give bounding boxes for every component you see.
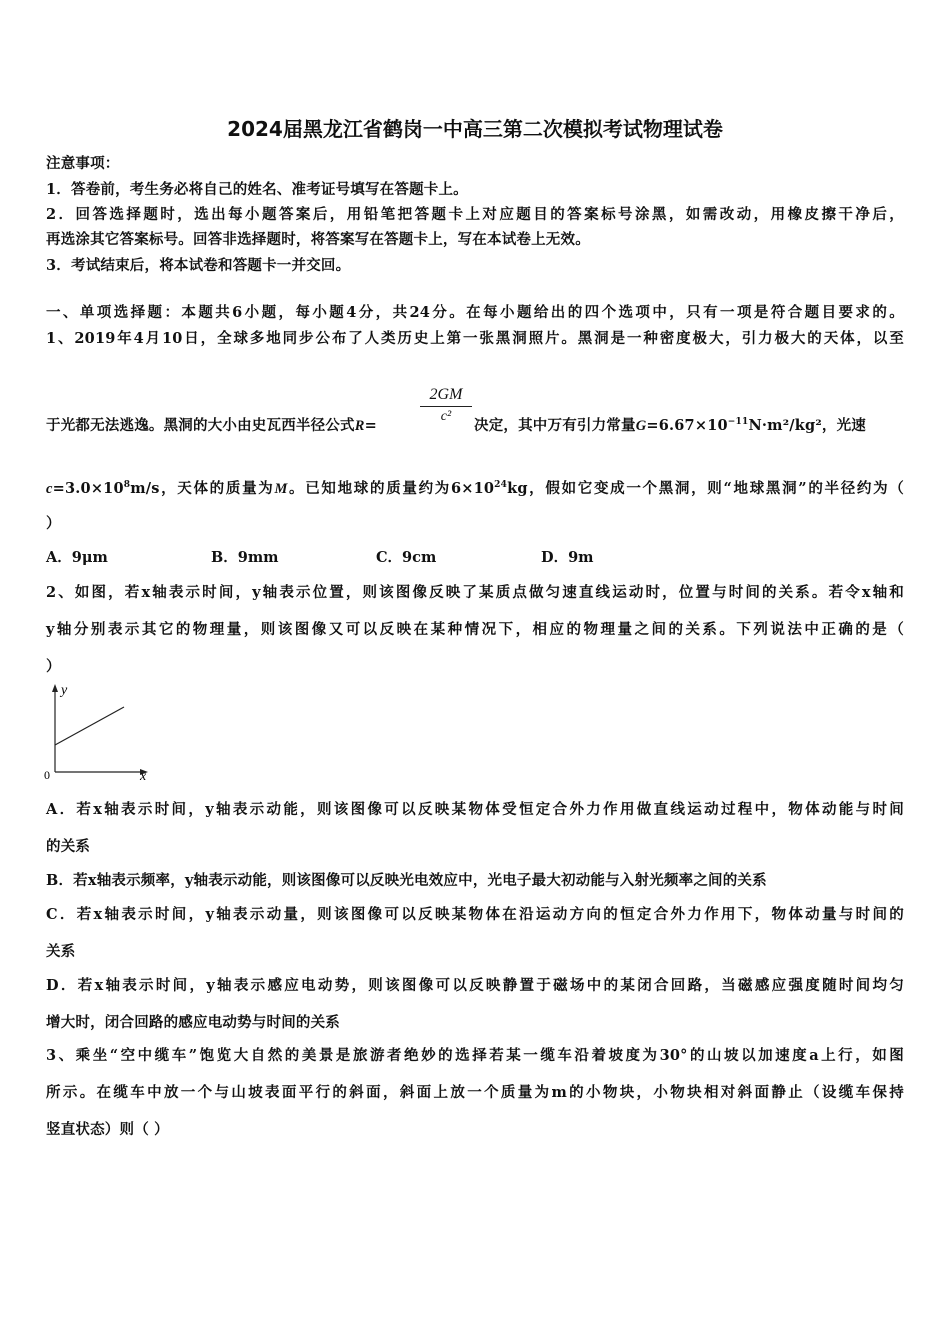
notice-heading: 注意事项：: [46, 155, 120, 172]
earth-exponent: 24: [494, 480, 508, 490]
q3-line-3: 竖直状态）则（ ）: [46, 1121, 169, 1138]
q1-line-2-rest: [474, 414, 866, 435]
q1-text-d: 。已知地球的质量约为6×10: [287, 480, 495, 497]
q2-line-1: 2、如图，若x轴表示时间，y轴表示位置，则该图像反映了某质点做匀速直线运动时，位置与时间的关系。若令x轴和: [46, 584, 904, 601]
q2-option-d-line-2: 增大时，闭合回路的感应电动势与时间的关系: [46, 1014, 340, 1031]
q1-text-b: 决定，其中万有引力常量: [474, 417, 636, 434]
q1-text-a: 于光都无法逃逸。黑洞的大小由史瓦西半径公式: [46, 417, 355, 434]
q3-line-2: 所示。在缆车中放一个与山坡表面平行的斜面，斜面上放一个质量为m的小物块，小物块相对斜面静止（设缆车保持: [46, 1084, 904, 1101]
c-value: =3.0×10: [52, 480, 124, 497]
q1-line-2: [46, 414, 377, 435]
schwarzschild-fraction: [420, 386, 472, 425]
page-title: 2024届黑龙江省鹤岗一中高三第二次模拟考试物理试卷: [227, 117, 723, 141]
g-value: =6.67×10: [646, 417, 728, 434]
notice-item-2-line-1: 2．回答选择题时，选出每小题答案后，用铅笔把答题卡上对应题目的答案标号涂黑，如需改动，用橡皮擦干净后，: [46, 206, 904, 223]
q2-option-a-line-2: 的关系: [46, 838, 91, 855]
notice-item-3: 3．考试结束后，将本试卷和答题卡一并交回。: [46, 257, 351, 274]
equals-sign: =: [364, 417, 377, 434]
q3-line-1: 3、乘坐“空中缆车”饱览大自然的美景是旅游者绝妙的选择若某一缆车沿着坡度为30°的山坡以加速度a上行，如图: [46, 1047, 904, 1064]
symbol-G: G: [635, 418, 647, 434]
x-axis-label: x: [140, 769, 147, 784]
section-heading: 一、单项选择题：本题共6小题，每小题4分，共24分。在每小题给出的四个选项中，只有一项是符合题目要求的。: [46, 304, 904, 321]
g-unit: N·m²/kg²，光速: [748, 417, 866, 434]
notice-item-2-line-2: 再选涂其它答案标号。回答非选择题时，将答案写在答题卡上，写在本试卷上无效。: [46, 231, 590, 248]
fraction-numerator: 2GM: [420, 386, 472, 407]
graph-line: [55, 707, 124, 745]
g-exponent: −11: [727, 417, 749, 427]
q1-option-b: B．9mm: [211, 549, 279, 566]
q2-option-b: B．若x轴表示频率，y轴表示动能，则该图像可以反映光电效应中，光电子最大初动能与入射光频率之间的关系: [46, 872, 767, 889]
q1-option-d: D．9m: [541, 549, 594, 566]
q1-option-c: C．9cm: [376, 549, 437, 566]
fraction-denominator: c²: [440, 409, 452, 424]
q2-option-a-line-1: A．若x轴表示时间，y轴表示动能，则该图像可以反映某物体受恒定合外力作用做直线运动过程中，物体动能与时间: [46, 801, 904, 818]
q2-option-c-line-2: 关系: [46, 943, 76, 960]
symbol-M: M: [274, 481, 288, 497]
origin-label: 0: [44, 768, 50, 782]
q2-option-d-line-1: D．若x轴表示时间，y轴表示感应电动势，则该图像可以反映静置于磁场中的某闭合回路，当磁感应强度随时间均匀: [46, 977, 904, 994]
q2-line-3: ）: [46, 658, 61, 675]
q1-line-3: [46, 477, 904, 498]
linear-graph: [38, 680, 158, 786]
symbol-c: c: [46, 481, 53, 497]
q1-line-4: ）: [46, 515, 61, 532]
notice-item-1: 1．答卷前，考生务必将自己的姓名、准考证号填写在答题卡上。: [46, 181, 468, 198]
q1-option-a: A．9μm: [46, 549, 108, 566]
q1-text-c: m/s，天体的质量为: [130, 480, 275, 497]
q2-option-c-line-1: C．若x轴表示时间，y轴表示动量，则该图像可以反映某物体在沿运动方向的恒定合外力作用下，物体动量与时间的: [46, 906, 904, 923]
q1-text-e: kg，假如它变成一个黑洞，则“地球黑洞”的半径约为（: [507, 480, 904, 497]
y-axis-label: y: [61, 683, 68, 698]
q2-line-2: y轴分别表示其它的物理量，则该图像又可以反映在某种情况下，相应的物理量之间的关系。下列说法中正确的是（: [46, 621, 904, 638]
q1-line-1: 1、2019年4月10日，全球多地同步公布了人类历史上第一张黑洞照片。黑洞是一种密度极大，引力极大的天体，以至: [46, 330, 904, 347]
c-exponent: 8: [123, 480, 131, 490]
y-axis-arrow: [52, 684, 58, 692]
symbol-R: R: [354, 418, 365, 434]
